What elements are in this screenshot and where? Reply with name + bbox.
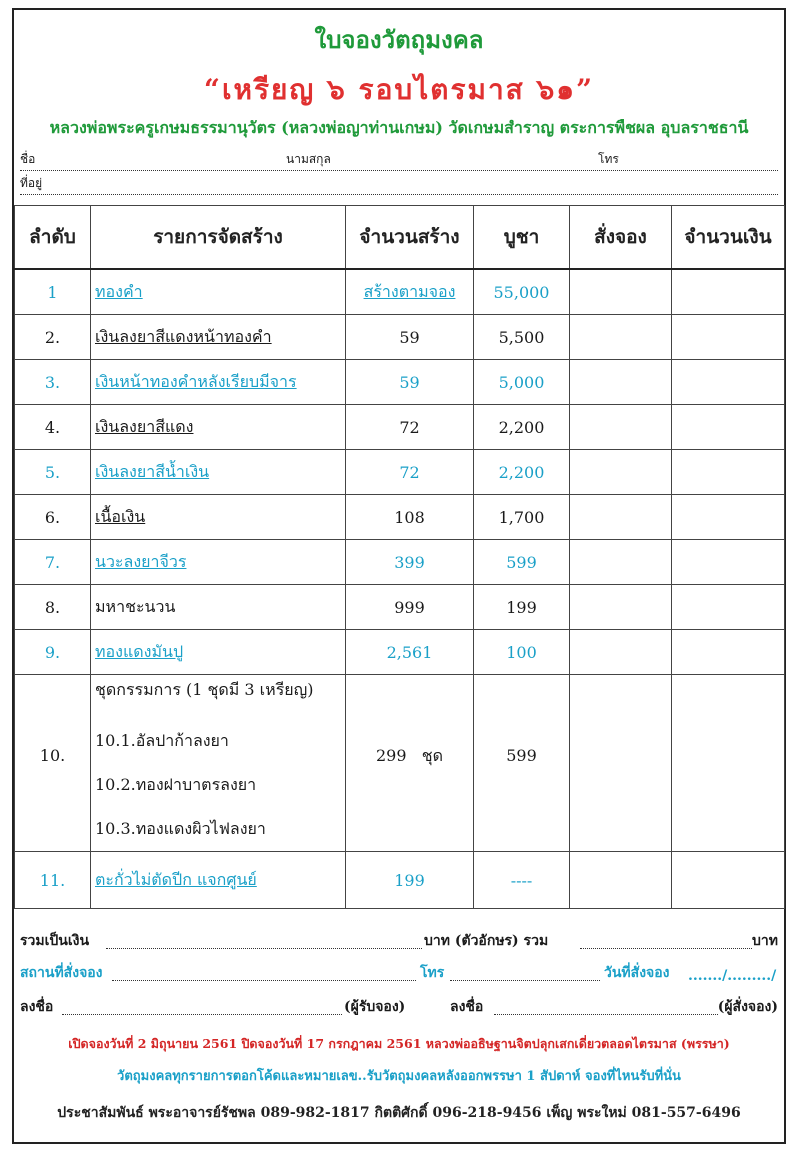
sign-line[interactable] [20,998,778,1018]
row-item: ชุดกรรมการ (1 ชุดมี 3 เหรียญ) [95,680,314,699]
address-label: ที่อยู่ [20,176,43,190]
row-qty: 72 [346,450,474,495]
col-qty: จำนวนสร้าง [346,206,474,270]
amount-cell[interactable] [672,405,785,450]
pickup-note: วัตถุมงคลทุกรายการตอกโค้ดและหมายเลข..รับวัตถุมงคลหลังออกพรรษา 1 สัปดาห์ จองที่ไหนรับที่นั่น [117,1069,681,1084]
table-row [15,450,785,495]
row-price: 199 [474,585,570,630]
amount-cell[interactable] [672,450,785,495]
order-cell[interactable] [570,495,672,540]
sign-label-receiver: ลงชื่อ [20,999,54,1015]
order-form [12,8,786,1144]
amount-cell[interactable] [672,630,785,675]
amount-cell[interactable] [672,540,785,585]
table-row [15,585,785,630]
col-order: สั่งจอง [570,206,672,270]
name-line[interactable] [20,152,778,171]
name-label: ชื่อ [20,152,36,166]
surname-label: นามสกุล [286,152,331,166]
row-qty: 59 [346,360,474,405]
order-table [14,205,785,909]
table-row [15,360,785,405]
address-line[interactable] [20,176,778,195]
form-title: ใบจองวัตถุมงคล [314,25,484,54]
row-price: 5,000 [474,360,570,405]
order-cell[interactable] [570,675,672,852]
place-label: สถานที่สั่งจอง [20,965,103,981]
row-qty: 59 [346,315,474,360]
table-row [15,852,785,909]
row-qty: 399 [346,540,474,585]
row-price: 2,200 [474,450,570,495]
order-cell[interactable] [570,360,672,405]
amount-cell[interactable] [672,585,785,630]
order-cell[interactable] [570,450,672,495]
baht-text-label: บาท (ตัวอักษร) รวม [424,933,549,949]
total-line[interactable] [20,932,778,952]
table-row [15,675,785,852]
row-price: ---- [474,852,570,909]
table-row [15,540,785,585]
table-row [15,405,785,450]
col-item: รายการจัดสร้าง [91,206,346,270]
row-qty: 199 [346,852,474,909]
order-cell[interactable] [570,852,672,909]
table-row [15,269,785,315]
row-no: 11. [15,852,91,909]
order-cell[interactable] [570,405,672,450]
row-item: มหาชะนวน [91,585,346,630]
row-item: เงินลงยาสีน้ำเงิน [91,450,346,495]
row-price: 599 [506,746,537,765]
contacts: ประชาสัมพันธ์ พระอาจารย์รัชพล 089-982-1817 กิตติศักดิ์ 096-218-9456 เพ็ญ พระใหม่ 081-557-6496 [57,1105,741,1121]
amount-cell[interactable] [672,495,785,540]
row-item: เงินลงยาสีแดง [91,405,346,450]
col-price: บูชา [474,206,570,270]
order-cell[interactable] [570,315,672,360]
row-no: 6. [15,495,91,540]
table-row [15,630,785,675]
row-qty: 108 [346,495,474,540]
sub-item: 10.2.ทองฝาบาตรลงยา [95,775,257,794]
row-no: 8. [15,585,91,630]
row-item: เงินหน้าทองคำหลังเรียบมีจาร [91,360,346,405]
row-qty: 2,561 [346,630,474,675]
row-no: 9. [15,630,91,675]
amount-cell[interactable] [672,360,785,405]
row-qty: สร้างตามจอง [346,269,474,315]
amount-cell[interactable] [672,675,785,852]
row-price: 1,700 [474,495,570,540]
table-row [15,315,785,360]
date-label: วันที่สั่งจอง [604,965,670,981]
row-no: 2. [15,315,91,360]
booking-notice: เปิดจองวันที่ 2 มิถุนายน 2561 ปิดจองวันที่ 17 กรกฎาคม 2561 หลวงพ่ออธิษฐานจิตปลุกเสกเดี่ยวตลอดไตรมาส (พรรษา) [68,1036,730,1051]
baht-label: บาท [752,933,778,949]
row-no: 10. [39,746,66,765]
total-label: รวมเป็นเงิน [20,933,90,949]
col-no: ลำดับ [15,206,91,270]
row-item: เนื้อเงิน [91,495,346,540]
amount-cell[interactable] [672,315,785,360]
order-cell[interactable] [570,269,672,315]
row-price: 55,000 [474,269,570,315]
table-row [15,495,785,540]
row-item: ทองแดงมันปู [91,630,346,675]
sign-label-orderer: ลงชื่อ [450,999,484,1015]
row-qty: 72 [346,405,474,450]
sub-item: 10.1.อัลปาก้าลงยา [95,731,229,750]
receiver-label: (ผู้รับจอง) [344,999,406,1015]
row-price: 2,200 [474,405,570,450]
place-phone-label: โทร [420,965,445,981]
table-header [15,206,785,270]
order-cell[interactable] [570,540,672,585]
row-price: 599 [474,540,570,585]
row-no: 7. [15,540,91,585]
sub-item: 10.3.ทองแดงผิวไฟลงยา [95,819,266,838]
row-no: 4. [15,405,91,450]
row-item: นวะลงยาจีวร [91,540,346,585]
order-cell[interactable] [570,630,672,675]
row-price: 100 [474,630,570,675]
row-item: ตะกั่วไม่ตัดปีก แจกศูนย์ [91,852,346,909]
form-subtitle: “เหรียญ ๖ รอบไตรมาส ๖๑” [203,73,595,106]
order-cell[interactable] [570,585,672,630]
row-no: 5. [15,450,91,495]
orderer-label: (ผู้สั่งจอง) [717,999,778,1015]
place-line[interactable] [20,964,778,984]
row-no: 3. [15,360,91,405]
temple-line: หลวงพ่อพระครูเกษมธรรมานุวัตร (หลวงพ่อญาท่านเกษม) วัดเกษมสำราญ ตระการพืชผล อุบลราชธานี [49,118,749,137]
row-no: 1 [15,269,91,315]
row-qty: 999 [346,585,474,630]
amount-cell[interactable] [672,852,785,909]
row-unit: ชุด [421,746,444,765]
date-blank: ......./........./ [688,968,777,984]
amount-cell[interactable] [672,269,785,315]
row-item: เงินลงยาสีแดงหน้าทองคำ [91,315,346,360]
row-item: ทองคำ [91,269,346,315]
row-qty: 299 [375,746,407,765]
row-price: 5,500 [474,315,570,360]
col-amount: จำนวนเงิน [672,206,785,270]
phone-label: โทร [598,152,619,166]
